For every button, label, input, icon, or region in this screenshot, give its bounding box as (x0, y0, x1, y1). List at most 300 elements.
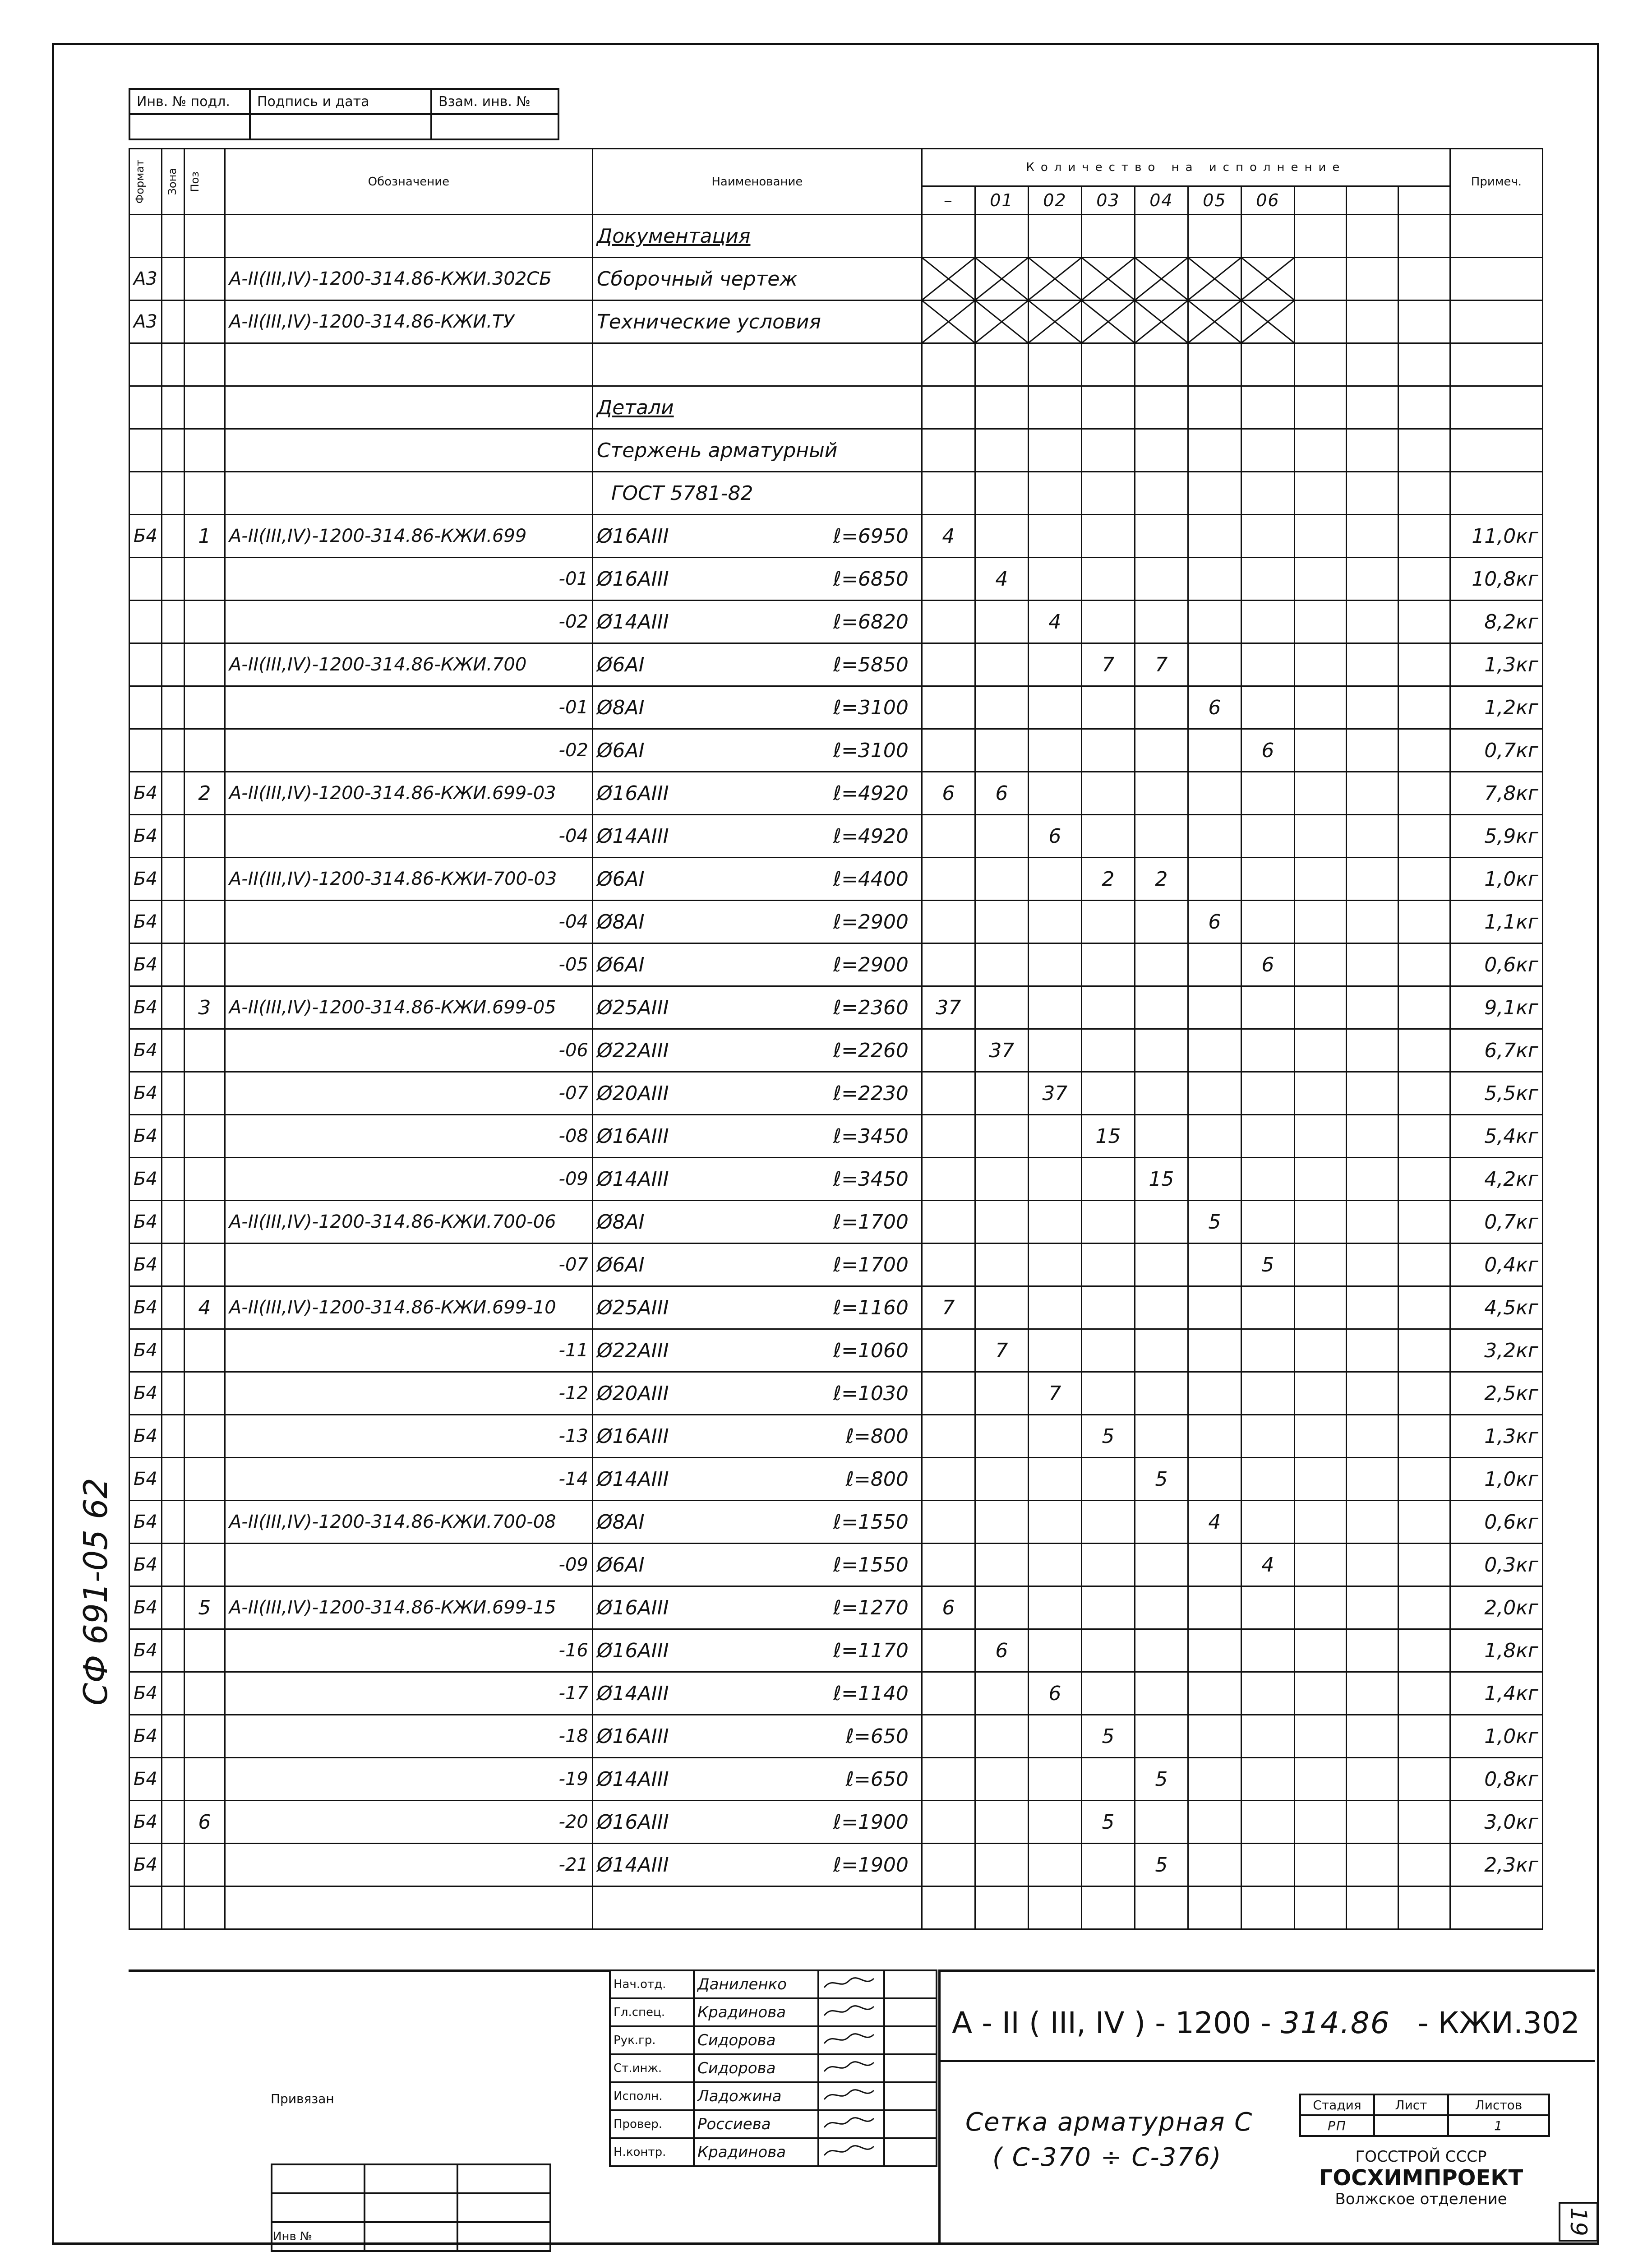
poz-cell (184, 686, 225, 729)
document-code (952, 2006, 1580, 2040)
length: ℓ=2900 (833, 910, 909, 934)
qty-cell: 4 (975, 558, 1028, 601)
qty-cell: 15 (1081, 1115, 1135, 1158)
diameter: Ø6АI (596, 739, 645, 762)
mass-cell: 0,7кг (1450, 729, 1542, 772)
role-label: Рук.гр. (610, 2026, 694, 2054)
code-cell: -21 (225, 1844, 592, 1886)
table-row (129, 1329, 1543, 1372)
qty-cell: 15 (1135, 1158, 1188, 1201)
diameter: Ø16АIII (596, 1810, 669, 1834)
diameter: Ø14АIII (596, 824, 669, 848)
length: ℓ=4920 (833, 781, 909, 805)
format-cell: Б4 (129, 515, 162, 558)
cross-mark-icon (1082, 301, 1134, 342)
role-label: Ст.инж. (610, 2054, 694, 2082)
role-row (610, 2026, 937, 2054)
cross-mark-icon (1029, 258, 1081, 300)
cross-mark (1028, 300, 1081, 343)
mass-cell: 5,4кг (1450, 1115, 1542, 1158)
table-row (129, 1844, 1543, 1886)
length: ℓ=1900 (833, 1853, 909, 1877)
listov-label: Листов (1448, 2094, 1549, 2115)
sheet-name (965, 2105, 1253, 2175)
format-cell: Б4 (129, 1672, 162, 1715)
cross-mark (1028, 258, 1081, 300)
code-cell: -13 (225, 1415, 592, 1458)
header-kolichestvo: Количество на исполнение (922, 149, 1450, 186)
diameter: Ø14АIII (596, 1853, 669, 1877)
diameter: Ø14АIII (596, 1467, 669, 1491)
role-label: Провер. (610, 2110, 694, 2138)
poz-cell (184, 1329, 225, 1372)
table-row (129, 1201, 1543, 1244)
mass-cell: 2,0кг (1450, 1586, 1542, 1629)
qty-cell: 5 (1081, 1415, 1135, 1458)
role-label: Нач.отд. (610, 1970, 694, 1998)
table-row (129, 686, 1543, 729)
poz-cell (184, 558, 225, 601)
mass-cell: 2,3кг (1450, 1844, 1542, 1886)
code-cell: А-II(III,IV)-1200-314.86-КЖИ.699-05 (225, 986, 592, 1029)
mass-cell: 1,0кг (1450, 858, 1542, 901)
table-row (129, 601, 1543, 643)
diameter: Ø25АIII (596, 1296, 669, 1319)
qty-cell: 5 (1081, 1715, 1135, 1758)
code-cell: -12 (225, 1372, 592, 1415)
code-cell: А-II(III,IV)-1200-314.86-КЖИ.700-06 (225, 1201, 592, 1244)
signature (818, 2138, 884, 2166)
diameter: Ø8АI (596, 910, 645, 934)
signature (818, 1970, 884, 1998)
signature (818, 2026, 884, 2054)
section-row (129, 215, 1543, 258)
mass-cell: 0,6кг (1450, 1501, 1542, 1544)
qty-cell: 7 (1028, 1372, 1081, 1415)
qty-cell: 4 (1188, 1501, 1241, 1544)
table-row (129, 1115, 1543, 1158)
table-row (129, 643, 1543, 686)
cross-mark (922, 258, 975, 300)
table-row (129, 1501, 1543, 1544)
inv-podl-label: Инв. № подл. (129, 89, 250, 114)
table-row (129, 858, 1543, 901)
poz-cell (184, 1501, 225, 1544)
code-cell: -02 (225, 729, 592, 772)
code-cell: -05 (225, 943, 592, 986)
document-row (129, 258, 1543, 300)
mass-cell: 1,2кг (1450, 686, 1542, 729)
qty-cell: 37 (975, 1029, 1028, 1072)
length: ℓ=650 (845, 1767, 909, 1791)
length: ℓ=2230 (833, 1082, 909, 1105)
exec-header: 05 (1188, 186, 1241, 215)
table-row (129, 1801, 1543, 1844)
cross-mark (1135, 258, 1188, 300)
cross-mark-icon (923, 301, 974, 342)
section-row (129, 429, 1543, 472)
exec-header: – (922, 186, 975, 215)
qty-cell: 7 (1081, 643, 1135, 686)
length: ℓ=1550 (833, 1510, 909, 1534)
role-row (610, 2054, 937, 2082)
length: ℓ=1140 (833, 1682, 909, 1705)
table-row (129, 1586, 1543, 1629)
code-cell: -09 (225, 1544, 592, 1586)
qty-cell: 6 (1188, 901, 1241, 943)
poz-cell (184, 943, 225, 986)
cross-mark-icon (1135, 258, 1187, 300)
org-line-1: ГОССТРОЙ СССР (1355, 2148, 1487, 2166)
page-number: 19 (1559, 2202, 1598, 2242)
poz-cell (184, 1672, 225, 1715)
length: ℓ=5850 (833, 653, 909, 676)
top-stamp (129, 88, 559, 140)
diameter: Ø16АIII (596, 1724, 669, 1748)
mass-cell: 1,1кг (1450, 901, 1542, 943)
diameter: Ø22АIII (596, 1039, 669, 1062)
poz-cell (184, 643, 225, 686)
cross-mark (1188, 258, 1241, 300)
section-gost: ГОСТ 5781-82 (592, 472, 922, 515)
format-cell: А3 (129, 300, 162, 343)
diameter: Ø6АI (596, 867, 645, 891)
poz-cell: 1 (184, 515, 225, 558)
format-cell: Б4 (129, 1201, 162, 1244)
format-cell: Б4 (129, 1329, 162, 1372)
code-cell: -09 (225, 1158, 592, 1201)
cross-mark-icon (1242, 258, 1294, 300)
stadiya-value: РП (1300, 2115, 1374, 2136)
section-row (129, 472, 1543, 515)
cross-mark-icon (1082, 258, 1134, 300)
code-cell: -17 (225, 1672, 592, 1715)
stadiya-label: Стадия (1300, 2094, 1374, 2115)
mass-cell: 1,3кг (1450, 1415, 1542, 1458)
mass-cell: 10,8кг (1450, 558, 1542, 601)
organization (1304, 2148, 1538, 2208)
cross-mark (1241, 300, 1294, 343)
format-cell: Б4 (129, 858, 162, 901)
length: ℓ=3450 (833, 1124, 909, 1148)
table-row (129, 943, 1543, 986)
format-cell (129, 601, 162, 643)
table-row (129, 1029, 1543, 1072)
code-cell: -01 (225, 686, 592, 729)
format-cell: Б4 (129, 943, 162, 986)
mass-cell: 6,7кг (1450, 1029, 1542, 1072)
length: ℓ=800 (845, 1424, 909, 1448)
qty-cell: 6 (975, 772, 1028, 815)
sheet-title-line-2: ( С-370 ÷ С-376) (992, 2143, 1222, 2172)
poz-cell (184, 901, 225, 943)
mass-cell: 1,4кг (1450, 1672, 1542, 1715)
format-cell: Б4 (129, 1458, 162, 1501)
signature-icon (822, 2030, 876, 2048)
mass-cell: 3,2кг (1450, 1329, 1542, 1372)
poz-cell (184, 1115, 225, 1158)
diameter: Ø14АIII (596, 610, 669, 633)
format-cell: Б4 (129, 986, 162, 1029)
mass-cell: 0,6кг (1450, 943, 1542, 986)
qty-cell: 6 (922, 772, 975, 815)
table-row (129, 1629, 1543, 1672)
mass-cell: 0,8кг (1450, 1758, 1542, 1801)
code-cell: -16 (225, 1629, 592, 1672)
qty-cell: 6 (1241, 729, 1294, 772)
qty-cell: 4 (1028, 601, 1081, 643)
qty-cell: 6 (1188, 686, 1241, 729)
table-row (129, 1372, 1543, 1415)
format-cell: Б4 (129, 1372, 162, 1415)
code-cell: -19 (225, 1758, 592, 1801)
cross-mark-icon (923, 258, 974, 300)
table-row (129, 986, 1543, 1029)
diameter: Ø20АIII (596, 1382, 669, 1405)
diameter: Ø16АIII (596, 1124, 669, 1148)
privyazan-grid (271, 2164, 551, 2252)
code-cell: -08 (225, 1115, 592, 1158)
role-row (610, 1998, 937, 2026)
poz-cell (184, 1158, 225, 1201)
length: ℓ=1060 (833, 1339, 909, 1362)
diameter: Ø6АI (596, 653, 645, 676)
table-row (129, 815, 1543, 858)
length: ℓ=4920 (833, 824, 909, 848)
format-cell: Б4 (129, 1072, 162, 1115)
length: ℓ=1270 (833, 1596, 909, 1619)
code-cell: -18 (225, 1715, 592, 1758)
qty-cell: 4 (922, 515, 975, 558)
mass-cell: 1,0кг (1450, 1458, 1542, 1501)
qty-cell: 37 (1028, 1072, 1081, 1115)
length: ℓ=1550 (833, 1553, 909, 1576)
poz-cell (184, 1844, 225, 1886)
qty-cell: 7 (1135, 643, 1188, 686)
exec-header: 03 (1081, 186, 1135, 215)
doc-code: А-II(III,IV)-1200-314.86-КЖИ.ТУ (225, 300, 592, 343)
poz-cell (184, 815, 225, 858)
mass-cell: 5,5кг (1450, 1072, 1542, 1115)
doc-code: А-II(III,IV)-1200-314.86-КЖИ.302СБ (225, 258, 592, 300)
code-cell: -01 (225, 558, 592, 601)
format-cell: Б4 (129, 1244, 162, 1286)
vzam-label: Взам. инв. № (431, 89, 558, 114)
format-cell: Б4 (129, 1629, 162, 1672)
list-label: Лист (1374, 2094, 1448, 2115)
cross-mark-icon (976, 301, 1028, 342)
table-row (129, 1458, 1543, 1501)
mass-cell: 2,5кг (1450, 1372, 1542, 1415)
org-line-2: ГОСХИМПРОЕКТ (1319, 2165, 1523, 2191)
format-cell: Б4 (129, 1758, 162, 1801)
signature-icon (822, 2002, 876, 2020)
table-row (129, 1715, 1543, 1758)
header-poz: Поз (188, 171, 201, 192)
listov-value: 1 (1448, 2115, 1549, 2136)
diameter: Ø22АIII (596, 1339, 669, 1362)
cross-mark-icon (1135, 301, 1187, 342)
format-cell: Б4 (129, 815, 162, 858)
poz-cell (184, 1458, 225, 1501)
mass-cell: 1,0кг (1450, 1715, 1542, 1758)
length: ℓ=1170 (833, 1639, 909, 1662)
role-name: Ладожина (694, 2082, 818, 2110)
format-cell: Б4 (129, 1544, 162, 1586)
mass-cell: 9,1кг (1450, 986, 1542, 1029)
diameter: Ø14АIII (596, 1682, 669, 1705)
qty-cell: 37 (922, 986, 975, 1029)
format-cell: Б4 (129, 1286, 162, 1329)
diameter: Ø16АIII (596, 524, 669, 548)
cross-mark-icon (1189, 258, 1241, 300)
poz-cell (184, 1072, 225, 1115)
exec-header: 04 (1135, 186, 1188, 215)
diameter: Ø16АIII (596, 781, 669, 805)
code-cell: -07 (225, 1244, 592, 1286)
diameter: Ø8АI (596, 696, 645, 719)
code-cell: А-II(III,IV)-1200-314.86-КЖИ-700-03 (225, 858, 592, 901)
mass-cell: 0,7кг (1450, 1201, 1542, 1244)
poz-cell (184, 1544, 225, 1586)
format-cell: Б4 (129, 772, 162, 815)
code-cell: А-II(III,IV)-1200-314.86-КЖИ.699-10 (225, 1286, 592, 1329)
code-cell: -06 (225, 1029, 592, 1072)
diameter: Ø6АI (596, 1253, 645, 1276)
qty-cell: 5 (1081, 1801, 1135, 1844)
blank-row (129, 1886, 1543, 1929)
code-cell: -11 (225, 1329, 592, 1372)
section-sterzhen: Стержень арматурный (592, 429, 922, 472)
poz-cell (184, 1029, 225, 1072)
mass-cell: 7,8кг (1450, 772, 1542, 815)
poz-cell: 3 (184, 986, 225, 1029)
format-cell: Б4 (129, 1115, 162, 1158)
document-row (129, 300, 1543, 343)
format-cell: Б4 (129, 1158, 162, 1201)
mass-cell: 1,8кг (1450, 1629, 1542, 1672)
diameter: Ø16АIII (596, 567, 669, 591)
role-name: Крадинова (694, 1998, 818, 2026)
table-row (129, 515, 1543, 558)
code-cell: А-II(III,IV)-1200-314.86-КЖИ.699-15 (225, 1586, 592, 1629)
format-cell: А3 (129, 258, 162, 300)
format-cell (129, 558, 162, 601)
cross-mark (1188, 300, 1241, 343)
section-det: Детали (592, 386, 922, 429)
signature-icon (822, 2086, 876, 2104)
poz-cell (184, 1758, 225, 1801)
table-row (129, 729, 1543, 772)
length: ℓ=1160 (833, 1296, 909, 1319)
length: ℓ=3100 (833, 696, 909, 719)
doc-code-b: 314.86 (1280, 2006, 1390, 2040)
length: ℓ=4400 (833, 867, 909, 891)
poz-cell (184, 1201, 225, 1244)
poz-cell: 6 (184, 1801, 225, 1844)
poz-cell: 4 (184, 1286, 225, 1329)
signature-icon (822, 2142, 876, 2160)
qty-cell: 6 (1028, 1672, 1081, 1715)
title-block-roles (609, 1969, 937, 2167)
role-row (610, 2082, 937, 2110)
role-label: Гл.спец. (610, 1998, 694, 2026)
cross-mark (1135, 300, 1188, 343)
signature-icon (822, 2058, 876, 2076)
poz-cell: 5 (184, 1586, 225, 1629)
length: ℓ=2360 (833, 996, 909, 1019)
table-row (129, 901, 1543, 943)
mass-cell: 5,9кг (1450, 815, 1542, 858)
qty-cell: 5 (1188, 1201, 1241, 1244)
mass-cell: 11,0кг (1450, 515, 1542, 558)
table-row (129, 558, 1543, 601)
code-cell: -04 (225, 815, 592, 858)
diameter: Ø8АI (596, 1510, 645, 1534)
code-cell: А-II(III,IV)-1200-314.86-КЖИ.699-03 (225, 772, 592, 815)
format-cell (129, 686, 162, 729)
code-cell: -14 (225, 1458, 592, 1501)
poz-cell (184, 729, 225, 772)
code-cell: А-II(III,IV)-1200-314.86-КЖИ.700-08 (225, 1501, 592, 1544)
qty-cell: 6 (1028, 815, 1081, 858)
org-line-3: Волжское отделение (1335, 2190, 1507, 2208)
length: ℓ=1030 (833, 1382, 909, 1405)
poz-cell (184, 1244, 225, 1286)
signature-icon (822, 1974, 876, 1992)
table-row (129, 1544, 1543, 1586)
header-zona: Зона (166, 168, 179, 195)
length: ℓ=3100 (833, 739, 909, 762)
table-row (129, 1758, 1543, 1801)
role-row (610, 2138, 937, 2166)
doc-code-a: А - II ( III, IV ) - 1200 - (952, 2006, 1271, 2040)
qty-cell: 5 (1135, 1844, 1188, 1886)
section-doc: Документация (592, 215, 922, 258)
exec-header: 06 (1241, 186, 1294, 215)
format-cell: Б4 (129, 1029, 162, 1072)
code-cell: -07 (225, 1072, 592, 1115)
mass-cell: 1,3кг (1450, 643, 1542, 686)
mass-cell: 0,4кг (1450, 1244, 1542, 1286)
code-cell: -02 (225, 601, 592, 643)
format-cell (129, 643, 162, 686)
mass-cell: 0,3кг (1450, 1544, 1542, 1586)
format-cell (129, 729, 162, 772)
cross-mark (1081, 300, 1135, 343)
poz-cell (184, 1715, 225, 1758)
role-name: Сидорова (694, 2054, 818, 2082)
diameter: Ø20АIII (596, 1082, 669, 1105)
qty-cell: 5 (1241, 1244, 1294, 1286)
table-row (129, 772, 1543, 815)
format-cell: Б4 (129, 1715, 162, 1758)
qty-cell: 2 (1135, 858, 1188, 901)
cross-mark-icon (1189, 301, 1241, 342)
poz-cell (184, 1415, 225, 1458)
code-cell: А-II(III,IV)-1200-314.86-КЖИ.699 (225, 515, 592, 558)
poz-cell: 2 (184, 772, 225, 815)
qty-cell: 4 (1241, 1544, 1294, 1586)
diameter: Ø16АIII (596, 1596, 669, 1619)
qty-cell: 7 (975, 1329, 1028, 1372)
cross-mark-icon (1242, 301, 1294, 342)
code-cell: -04 (225, 901, 592, 943)
length: ℓ=800 (845, 1467, 909, 1491)
length: ℓ=2900 (833, 953, 909, 976)
table-row (129, 1672, 1543, 1715)
qty-cell: 5 (1135, 1758, 1188, 1801)
